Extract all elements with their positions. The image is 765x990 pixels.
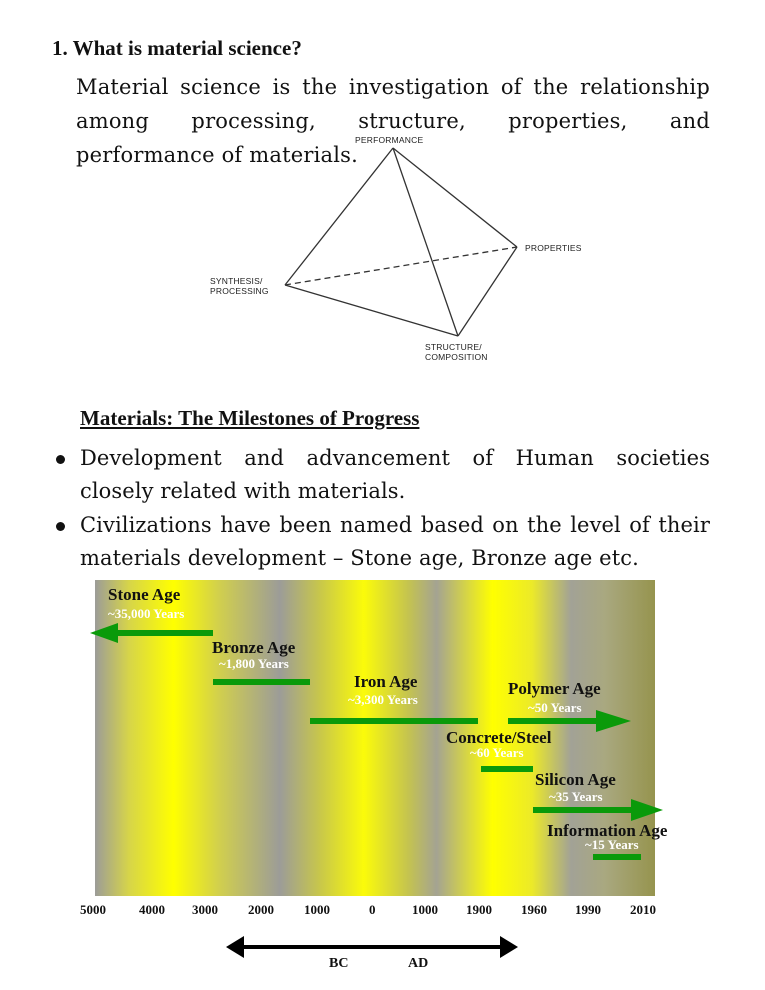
age-duration: ~15 Years [585,837,639,852]
vertex-label-structure: STRUCTURE/ [425,342,482,352]
edge-performance-synthesis [285,148,393,285]
section-heading: 1. What is material science? [52,36,302,60]
vertex-label-properties: PROPERTIES [525,243,582,253]
axis-tick-label: 3000 [192,902,218,917]
age-name: Information Age [547,821,668,840]
edge-synthesis-structure [285,285,458,336]
axis-tick-label: 2010 [630,902,656,917]
materials-ages-timeline [78,575,678,990]
vertex-label-processing: PROCESSING [210,286,269,296]
milestones-heading: Materials: The Milestones of Progress [80,406,420,430]
age-duration: ~3,300 Years [348,692,418,707]
age-name: Iron Age [354,672,418,691]
bullet-text: Development and advancement of Human societies closely related with materials. [80,446,710,503]
axis-tick-label: 0 [369,902,376,917]
bullet-dot-icon [56,455,65,464]
age-name: Polymer Age [508,679,601,698]
age-bar [481,766,533,772]
age-bar [533,807,633,813]
age-bar [118,630,213,636]
era-label-ad: AD [408,956,429,971]
age-bar [508,718,598,724]
age-name: Bronze Age [212,638,296,657]
axis-tick-label: 1000 [304,902,330,917]
era-double-arrow [226,936,518,971]
age-bar [593,854,641,860]
timeline-axis [80,902,656,917]
axis-tick-label: 1960 [521,902,547,917]
age-duration: ~35 Years [549,789,603,804]
edge-synthesis-properties-hidden [285,247,517,285]
edge-performance-structure [393,148,458,336]
bullet-item [56,442,710,508]
materials-tetrahedron-diagram [200,130,600,370]
definition-paragraph: Material science is the investigation of the relationship among processing, structure, properties, and performance of materials. [76,75,710,167]
arrow-left-icon [226,936,244,958]
arrow-right-icon [500,936,518,958]
age-name: Concrete/Steel [446,728,552,747]
vertex-label-composition: COMPOSITION [425,352,488,362]
age-duration: ~50 Years [528,700,582,715]
axis-tick-label: 4000 [139,902,165,917]
axis-tick-label: 1990 [575,902,601,917]
bullet-text: Civilizations have been named based on the level of their materials development – Stone age, Bronze age etc. [80,513,710,570]
edge-properties-structure [458,247,517,336]
edge-performance-properties [393,148,517,247]
bullet-item [56,509,710,575]
axis-tick-label: 2000 [248,902,274,917]
age-duration: ~35,000 Years [108,606,185,621]
age-name: Stone Age [108,585,181,604]
axis-tick-label: 1000 [412,902,438,917]
vertex-label-synthesis: SYNTHESIS/ [210,276,263,286]
era-label-bc: BC [329,956,349,971]
age-name: Silicon Age [535,770,616,789]
age-duration: ~1,800 Years [219,656,289,671]
age-bar [310,718,478,724]
age-bar [213,679,310,685]
axis-tick-label: 5000 [80,902,106,917]
timeline-background [95,580,655,896]
age-duration: ~60 Years [470,745,524,760]
vertex-label-performance: PERFORMANCE [355,135,424,145]
bullet-dot-icon [56,522,65,531]
axis-tick-label: 1900 [466,902,492,917]
